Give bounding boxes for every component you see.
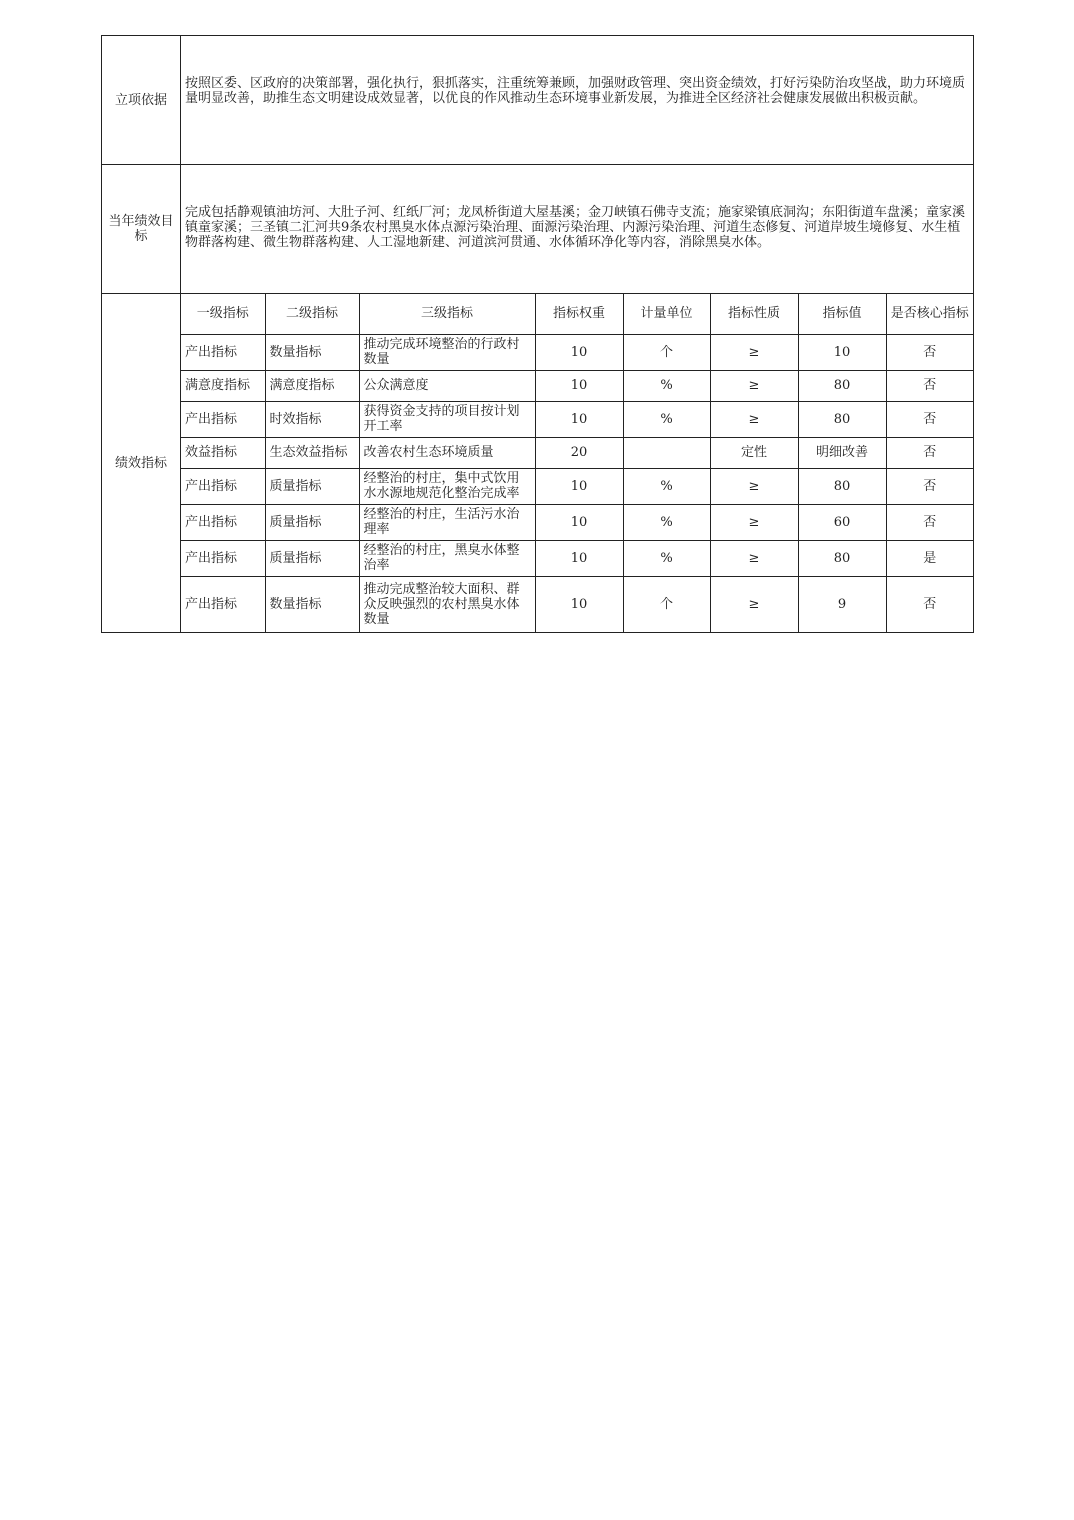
header-cell: 三级指标 xyxy=(359,294,535,334)
unit-cell: % xyxy=(623,370,710,401)
weight-cell: 20 xyxy=(535,437,623,468)
indicators-cell xyxy=(181,294,974,633)
header-cell: 计量单位 xyxy=(623,294,710,334)
unit-cell: % xyxy=(623,401,710,437)
value-cell: 60 xyxy=(798,504,886,540)
weight-cell: 10 xyxy=(535,468,623,504)
level2-cell: 数量指标 xyxy=(265,334,359,370)
goal-text: 完成包括静观镇油坊河、大肚子河、红纸厂河；龙凤桥街道大屋基溪；金刀峡镇石佛寺支流；施家梁镇底洞沟；东阳街道车盘溪；童家溪镇童家溪；三圣镇二汇河共9条农村黑臭水体点源污染治理、面源污染治理、内源污染治理、河道生态修复、河道岸坡生境修复、水生植物群落构建、微生物群落构建、人工湿地新建、河道滨河贯通、水体循环净化等内容，消除黑臭水体。 xyxy=(181,165,974,294)
header-cell: 二级指标 xyxy=(265,294,359,334)
basis-text: 按照区委、区政府的决策部署，强化执行，狠抓落实，注重统筹兼顾，加强财政管理、突出资金绩效，打好污染防治攻坚战，助力环境质量明显改善，助推生态文明建设成效显著，以优良的作风推动生态环境事业新发展，为推进全区经济社会健康发展做出积极贡献。 xyxy=(181,36,974,165)
level1-cell: 产出指标 xyxy=(181,576,265,632)
level3-cell: 公众满意度 xyxy=(359,370,535,401)
level1-cell: 产出指标 xyxy=(181,334,265,370)
table-row xyxy=(181,540,973,576)
header-cell: 指标权重 xyxy=(535,294,623,334)
weight-cell: 10 xyxy=(535,334,623,370)
value-cell: 80 xyxy=(798,401,886,437)
weight-cell: 10 xyxy=(535,370,623,401)
value-cell: 80 xyxy=(798,370,886,401)
core-cell: 否 xyxy=(886,370,973,401)
header-cell: 指标值 xyxy=(798,294,886,334)
level2-cell: 生态效益指标 xyxy=(265,437,359,468)
core-cell: 否 xyxy=(886,334,973,370)
value-cell: 80 xyxy=(798,468,886,504)
level3-cell: 改善农村生态环境质量 xyxy=(359,437,535,468)
indicators-label: 绩效指标 xyxy=(102,294,181,633)
unit-cell xyxy=(623,437,710,468)
core-cell: 是 xyxy=(886,540,973,576)
table-row xyxy=(181,576,973,632)
level3-cell: 获得资金支持的项目按计划开工率 xyxy=(359,401,535,437)
nature-cell: ≥ xyxy=(710,401,798,437)
unit-cell: 个 xyxy=(623,334,710,370)
level2-cell: 质量指标 xyxy=(265,468,359,504)
basis-label: 立项依据 xyxy=(102,36,181,165)
header-row xyxy=(181,294,973,334)
weight-cell: 10 xyxy=(535,540,623,576)
level1-cell: 产出指标 xyxy=(181,504,265,540)
nature-cell: ≥ xyxy=(710,576,798,632)
performance-sheet xyxy=(101,35,974,633)
level2-cell: 质量指标 xyxy=(265,540,359,576)
core-cell: 否 xyxy=(886,401,973,437)
level3-cell: 经整治的村庄，生活污水治理率 xyxy=(359,504,535,540)
unit-cell: 个 xyxy=(623,576,710,632)
core-cell: 否 xyxy=(886,504,973,540)
level1-cell: 产出指标 xyxy=(181,401,265,437)
nature-cell: ≥ xyxy=(710,370,798,401)
header-cell: 是否核心指标 xyxy=(886,294,973,334)
table-row xyxy=(181,370,973,401)
header-cell: 指标性质 xyxy=(710,294,798,334)
level3-cell: 推动完成环境整治的行政村数量 xyxy=(359,334,535,370)
nature-cell: ≥ xyxy=(710,504,798,540)
nature-cell: 定性 xyxy=(710,437,798,468)
level1-cell: 产出指标 xyxy=(181,468,265,504)
table-row xyxy=(181,437,973,468)
core-cell: 否 xyxy=(886,437,973,468)
header-cell: 一级指标 xyxy=(181,294,265,334)
nature-cell: ≥ xyxy=(710,468,798,504)
level1-cell: 满意度指标 xyxy=(181,370,265,401)
value-cell: 80 xyxy=(798,540,886,576)
unit-cell: % xyxy=(623,504,710,540)
nature-cell: ≥ xyxy=(710,540,798,576)
table-row xyxy=(181,401,973,437)
nature-cell: ≥ xyxy=(710,334,798,370)
table-row xyxy=(181,468,973,504)
level1-cell: 效益指标 xyxy=(181,437,265,468)
core-cell: 否 xyxy=(886,468,973,504)
indicators-table xyxy=(181,294,973,632)
weight-cell: 10 xyxy=(535,401,623,437)
performance-table xyxy=(101,35,974,633)
level1-cell: 产出指标 xyxy=(181,540,265,576)
goal-label: 当年绩效目标 xyxy=(102,165,181,294)
level3-cell: 经整治的村庄，黑臭水体整治率 xyxy=(359,540,535,576)
weight-cell: 10 xyxy=(535,576,623,632)
level2-cell: 时效指标 xyxy=(265,401,359,437)
value-cell: 10 xyxy=(798,334,886,370)
level3-cell: 推动完成整治较大面积、群众反映强烈的农村黑臭水体数量 xyxy=(359,576,535,632)
value-cell: 9 xyxy=(798,576,886,632)
value-cell: 明细改善 xyxy=(798,437,886,468)
unit-cell: % xyxy=(623,468,710,504)
level2-cell: 数量指标 xyxy=(265,576,359,632)
level2-cell: 满意度指标 xyxy=(265,370,359,401)
unit-cell: % xyxy=(623,540,710,576)
level3-cell: 经整治的村庄，集中式饮用水水源地规范化整治完成率 xyxy=(359,468,535,504)
level2-cell: 质量指标 xyxy=(265,504,359,540)
table-row xyxy=(181,334,973,370)
weight-cell: 10 xyxy=(535,504,623,540)
core-cell: 否 xyxy=(923,596,937,612)
table-row xyxy=(181,504,973,540)
